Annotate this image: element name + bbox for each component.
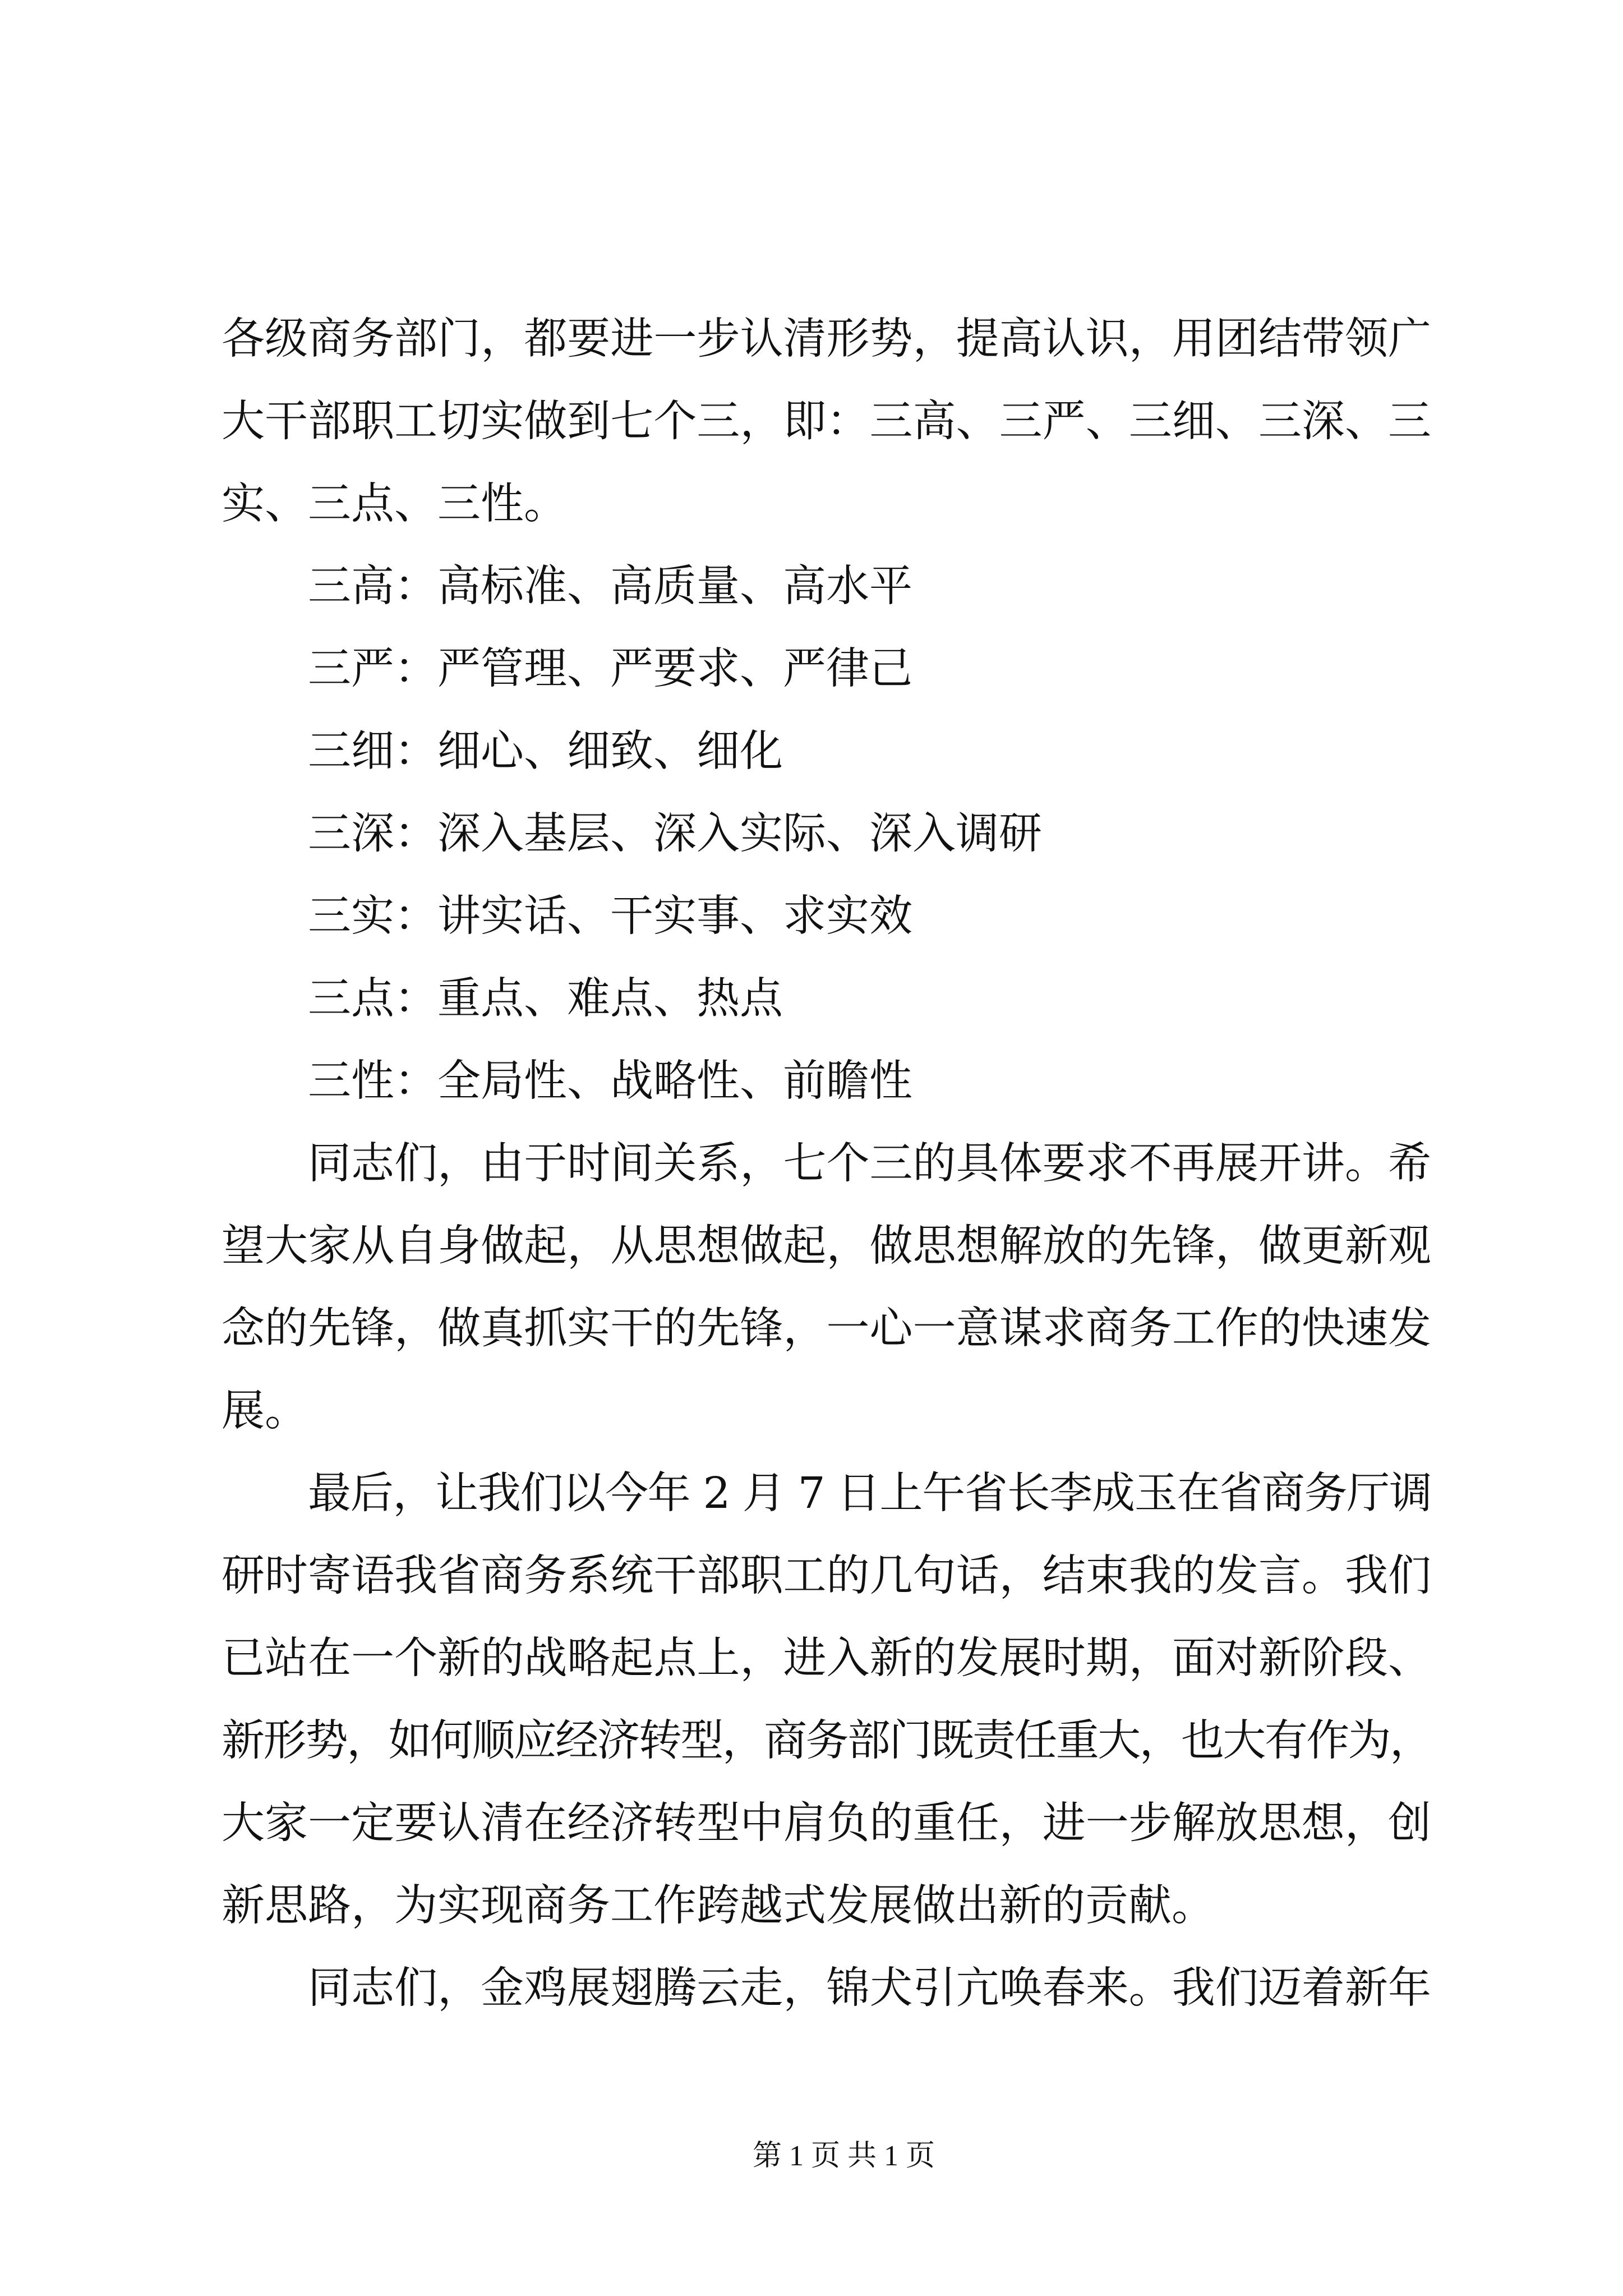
text-line: 新形势，如何顺应经济转型，商务部门既责任重大，也大有作为， [222, 1716, 1431, 1766]
text-line: 各级商务部门，都要进一步认清形势，提高认识，用团结带领广 [222, 314, 1431, 364]
list-item [222, 710, 1431, 793]
paragraph [222, 1122, 1431, 1452]
text-line: 望大家从自身做起，从思想做起，做思想解放的先锋，做更新观 [222, 1221, 1431, 1271]
text-line: 最后，让我们以今年 2 月 7 日上午省长李成玉在省商务厅调 [308, 1469, 1431, 1519]
list-item [222, 793, 1431, 875]
list-item [222, 875, 1431, 958]
text-line: 三点：重点、难点、热点 [308, 974, 783, 1024]
text-line: 三细：细心、细致、细化 [308, 726, 783, 776]
text-line: 新思路，为实现商务工作跨越式发展做出新的贡献。 [222, 1881, 1215, 1931]
text-line: 三高：高标准、高质量、高水平 [308, 562, 912, 611]
text-line: 同志们，金鸡展翅腾云走，锦犬引亢唤春来。我们迈着新年 [308, 1963, 1431, 2013]
page-footer: 第 1 页 共 1 页 [753, 2140, 935, 2172]
text-line: 实、三点、三性。 [222, 479, 567, 529]
paragraph [222, 1947, 1431, 2030]
text-line: 三严：严管理、严要求、严律己 [308, 644, 912, 694]
list-item [222, 628, 1431, 710]
text-line: 同志们，由于时间关系，七个三的具体要求不再展开讲。希 [308, 1139, 1431, 1189]
text-line: 三深：深入基层、深入实际、深入调研 [308, 809, 1042, 859]
text-line: 大家一定要认清在经济转型中肩负的重任，进一步解放思想，创 [222, 1798, 1431, 1848]
text-line: 研时寄语我省商务系统干部职工的几句话，结束我的发言。我们 [222, 1551, 1431, 1601]
list-item [222, 545, 1431, 628]
text-line: 三性：全局性、战略性、前瞻性 [308, 1056, 912, 1106]
text-line: 大干部职工切实做到七个三，即：三高、三严、三细、三深、三 [222, 397, 1431, 447]
text-line: 三实：讲实话、干实事、求实效 [308, 891, 912, 941]
text-line: 念的先锋，做真抓实干的先锋，一心一意谋求商务工作的快速发 [222, 1304, 1431, 1354]
body-text [222, 298, 1431, 2030]
text-line: 已站在一个新的战略起点上，进入新的发展时期，面对新阶段、 [222, 1634, 1431, 1683]
paragraph [222, 298, 1431, 545]
list-item [222, 958, 1431, 1040]
list-item [222, 1040, 1431, 1122]
paragraph [222, 1452, 1431, 1947]
text-line: 展。 [222, 1386, 308, 1436]
